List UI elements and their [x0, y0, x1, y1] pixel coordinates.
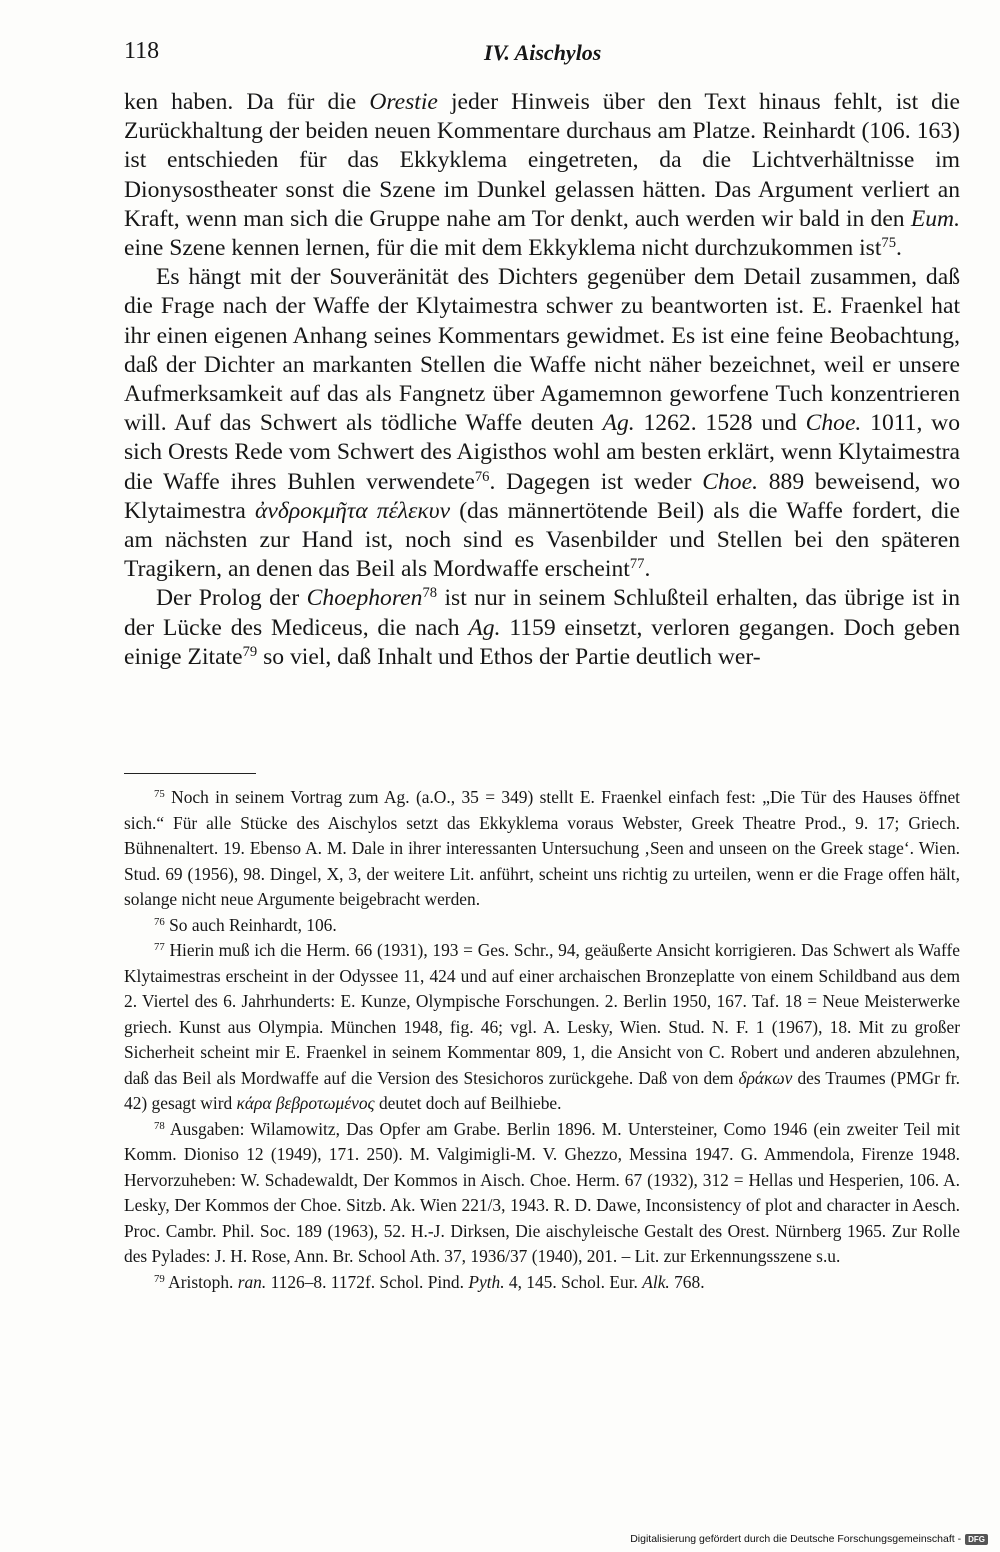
- text-run: deutet doch auf Beilhiebe.: [374, 1093, 562, 1113]
- italic-text: δράκων: [738, 1067, 793, 1088]
- italic-text: Choephoren: [306, 585, 423, 612]
- footnote-marker: 79: [242, 643, 258, 660]
- text-run: Ausgaben: Wilamowitz, Das Opfer am Grabe. Berlin 1896. M. Untersteiner, Como 1946 (ein zweiter Teil mit Komm. Dioniso 12 (1949), 171. 250). M. Valgimigli-M. V. Ghezzo, Messina 1947. G. Ammendola, Firenze 1948. Hervorzuheben: W. Schadewaldt, Der Kommos in Aisch. Choe. Herm. 67 (1932), 312 = Hellas und Hesperien, 106. A. Lesky, Der Kommos der Choe. Sitzb. Ak. Wien 221/3, 1943. R. D. Dawe, Inconsistency of plot and character in Aesch. Proc. Cambr. Phil. Soc. 189 (1963), 52. H.-J. Dirksen, Die aischyleische Gestalt des Orest. Nürnberg 1965. Zur Rolle des Pylades: J. H. Rose, Ann. Br. School Ath. 37, 1936/37 (1940), 201. – Lit. zur Erkennungsszene s.u.: [124, 1118, 960, 1266]
- footnote-marker: 77: [629, 556, 645, 573]
- italic-text: κάρα βεβροτωμένος: [236, 1093, 375, 1113]
- footnotes: [124, 785, 960, 1295]
- footnote-marker: 75: [881, 234, 897, 251]
- text-run: 768.: [669, 1271, 705, 1292]
- italic-text: Alk.: [642, 1271, 670, 1292]
- text-run: Es hängt mit der Souveränität des Dichters gegenüber dem Detail zusammen, daß die Frage nach der Waffe der Klytaimestra schwer zu beantworten ist. E. Fraenkel hat ihr einen eigenen Anhang seines Kommentars gewidmet. Es ist eine feine Beobachtung, daß der Dichter an markanten Stellen die Waffe nicht näher bezeichnet, weil er unsere Aufmerksamkeit auf das als Fangnetz über Agamemnon geworfene Tuch konzentrieren will. Auf das Schwert als tödliche Waffe deuten: [124, 264, 960, 437]
- body-paragraph: [124, 263, 960, 584]
- body-paragraph: [124, 88, 960, 263]
- italic-text: Pyth.: [468, 1271, 505, 1292]
- italic-text: Choe.: [702, 468, 758, 495]
- page-number: 118: [124, 38, 160, 64]
- text-run: ist nur in seinem Schlußteil erhalten, das übrige ist in der Lücke des Mediceus, die nach: [124, 585, 960, 641]
- text-run: eine Szene kennen lernen, für die mit dem Ekkyklema nicht durchzukommen ist: [124, 235, 882, 262]
- text-run: 1262. 1528 und: [634, 410, 806, 437]
- italic-text: Choe.: [805, 410, 862, 437]
- text-run: 1011, wo sich Orests Rede vom Schwert des Aigisthos wohl am besten erklärt, wenn Klytaimestra die Waffe ihres Buhlen verwendete: [124, 410, 961, 495]
- italic-text: Ag.: [468, 614, 501, 641]
- footnote: [124, 913, 960, 939]
- text-run: 1126–8. 1172f. Schol. Pind.: [266, 1271, 469, 1292]
- text-run: Noch in seinem Vortrag zum Ag. (a.O., 35 = 349) stellt E. Fraenkel einfach fest: „Die Tür des Hauses öffnet sich.“ Für alle Stücke des Aischylos setzt das Ekkyklema voraus Webster, Greek Theatre Prod., 9. 17; Griech. Bühnenaltert. 19. Ebenso A. M. Dale in ihrer interessanten Untersuchung ‚Seen and unseen on the Greek stage‘. Wien. Stud. 69 (1956), 98. Dingel, X, 3, der weitere Lit. anführt, scheint uns richtig zu urteilen, wenn er die Frage offen hält, solange nicht neue Argumente beigebracht werden.: [124, 787, 960, 909]
- text-run: jeder Hinweis über den Text hinaus fehlt, ist die Zurückhaltung der beiden neuen Kommentare durchaus am Platze. Reinhardt (106. 163) ist entschieden für das Ekkyklema eingetreten, da die Lichtverhältnisse im Dionysostheater sonst die Szene im Dunkel gelassen hätten. Das Argument verliert an Kraft, wenn man sich die Gruppe nahe am Tor denkt, auch werden wir bald in den: [124, 89, 960, 232]
- footnote-marker: 79: [154, 1272, 165, 1285]
- text-run: .: [644, 556, 651, 583]
- footnote-marker: 76: [154, 915, 165, 928]
- footnote-separator: [124, 773, 256, 774]
- footnote-marker: 78: [422, 585, 438, 602]
- italic-text: Orestie: [369, 89, 438, 115]
- text-run: 889 beweisend, wo Klytaimestra: [124, 468, 960, 524]
- text-run: .: [896, 235, 902, 262]
- footnote: [124, 1270, 960, 1296]
- italic-text: ran.: [237, 1271, 267, 1292]
- italic-text: Eum.: [910, 205, 960, 232]
- running-head: IV. Aischylos: [484, 40, 602, 65]
- page-header: [124, 38, 960, 72]
- italic-text: ἀνδροκμῆτα πέλεκυν: [255, 497, 451, 524]
- text-run: des Traumes (PMGr fr. 42) gesagt wird: [124, 1067, 960, 1113]
- text-run: 4, 145. Schol. Eur.: [504, 1271, 643, 1292]
- footnote: [124, 785, 960, 913]
- footnote-marker: 76: [474, 468, 490, 485]
- footnote: [124, 938, 960, 1117]
- footnote: [124, 1117, 960, 1270]
- footnote-marker: 77: [154, 941, 165, 954]
- credit-text: Digitalisierung gefördert durch die Deutsche Forschungsgemeinschaft -: [630, 1533, 962, 1545]
- footnote-marker: 78: [154, 1119, 165, 1132]
- footnote-marker: 75: [154, 788, 165, 801]
- digitization-credit: [630, 1531, 988, 1547]
- text-run: 1159 einsetzt, verloren gegangen. Doch geben einige Zitate: [124, 614, 960, 670]
- text-run: So auch Reinhardt, 106.: [164, 914, 337, 935]
- text-run: . Dagegen ist weder: [489, 468, 703, 495]
- text-run: ken haben. Da für die: [124, 89, 370, 115]
- text-run: Aristoph.: [164, 1271, 238, 1292]
- text-run: Hierin muß ich die Herm. 66 (1931), 193 = Ges. Schr., 94, geäußerte Ansicht korrigieren. Das Schwert als Waffe Klytaimestras erscheint in der Odyssee 11, 424 und auf einer archaischen Bronzeplatte von einem Schildband aus dem 2. Viertel des 6. Jahrhunderts: E. Kunze, Olympische Forschungen. 2. Berlin 1950, 167. Taf. 18 = Neue Meisterwerke griech. Kunst aus Olympia. München 1948, fig. 46; vgl. A. Lesky, Wien. Stud. N. F. 1 (1967), 18. Mit zu großer Sicherheit scheint mir E. Fraenkel in seinem Kommentar 809, 1, die Ansicht von C. Robert und anderen abzulehnen, daß das Beil als Mordwaffe auf die Version des Stesichoros zurückgehe. Daß von dem: [124, 940, 960, 1088]
- text-run: (das männertötende Beil) als die Waffe fordert, die am nächsten zur Hand ist, noch sind es Vasenbilder und Stellen bei den späteren Tragikern, an denen das Beil als Mordwaffe erscheint: [124, 497, 960, 583]
- text-run: Der Prolog der: [156, 585, 307, 612]
- italic-text: Ag.: [602, 410, 635, 437]
- dfg-logo-icon: DFG: [965, 1534, 988, 1545]
- main-text: [124, 88, 960, 672]
- text-run: so viel, daß Inhalt und Ethos der Partie deutlich wer-: [257, 643, 761, 670]
- body-paragraph: [124, 584, 960, 672]
